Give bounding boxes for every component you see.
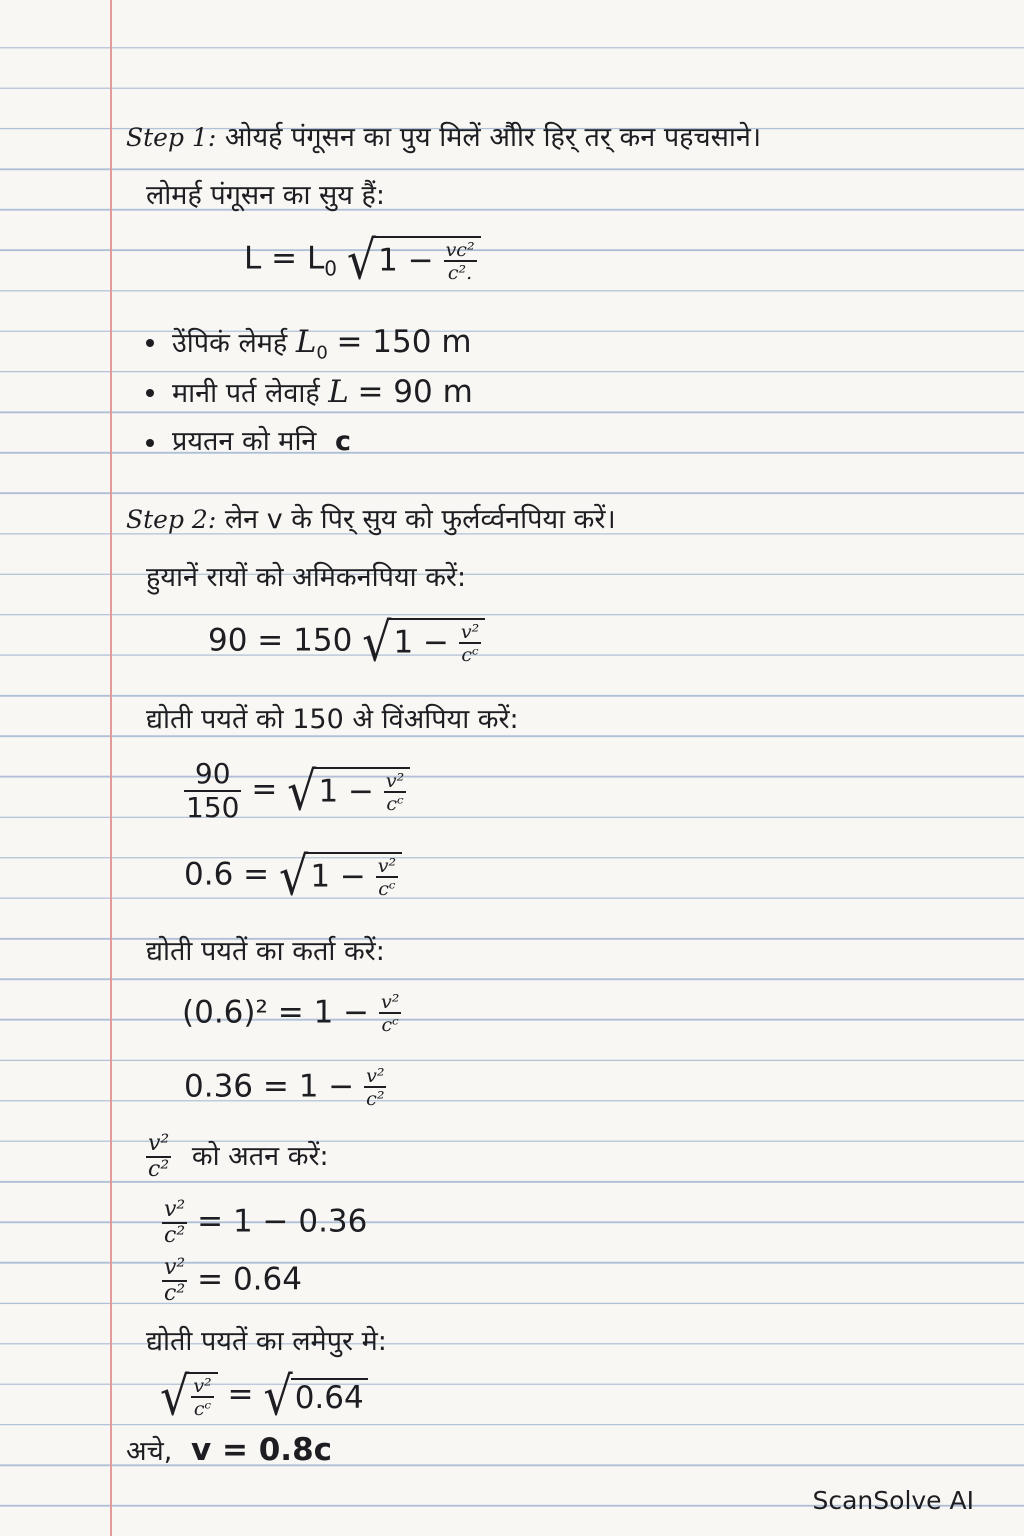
eq2-left-fraction <box>184 758 241 824</box>
step2-heading: लेन v के पिर् सुय को फुर्लर्व्वनपिया करें। <box>224 504 616 535</box>
eq7-den: c² <box>162 1280 187 1306</box>
isolate-text: को अतन करें: <box>191 1140 329 1172</box>
square-instruction: द्योती पयतें का कर्ता करें: <box>146 936 385 967</box>
eq1-num: v² <box>460 621 480 643</box>
bullet-item-2 <box>172 376 473 410</box>
eq2-radicand <box>314 767 410 815</box>
final-equation: v = 0.8c <box>190 1432 333 1468</box>
isolate-fraction <box>146 1132 171 1182</box>
bullet-item-3 <box>172 426 351 458</box>
eq4-lhs: (0.6)² = 1 − <box>182 994 370 1031</box>
final-answer <box>126 1434 332 1468</box>
eq3-sqrt <box>279 844 402 908</box>
formula-num: vc² <box>445 239 475 261</box>
bullet-1-value: = 150 m <box>336 324 472 360</box>
eq6-fraction <box>162 1198 187 1248</box>
eq6-den: c² <box>162 1222 187 1248</box>
eq3-one: 1 − <box>310 858 366 895</box>
equation-8 <box>160 1364 368 1428</box>
eq7-fraction <box>162 1256 187 1306</box>
eq1-fraction <box>459 622 481 666</box>
sqrt-sign: √ <box>287 759 317 823</box>
step2-label: Step 2: <box>126 505 217 534</box>
step1-label: Step 1: <box>126 123 217 152</box>
eq8-num: v² <box>193 1375 212 1397</box>
bullet-3-text: प्रयतन को मनि <box>172 426 317 457</box>
eq8-left-radicand <box>187 1372 217 1420</box>
sqrt-sign: √ <box>263 1364 293 1428</box>
eq4-den: cᶜ <box>379 1012 401 1036</box>
sqrt-sign: √ <box>346 228 377 292</box>
equation-4 <box>182 992 401 1036</box>
eq3-num: v² <box>377 855 397 877</box>
eq2-fden: cᶜ <box>384 791 406 815</box>
eq8-right-sqrt <box>263 1364 367 1428</box>
bullet-1-sub: 0 <box>316 342 328 364</box>
equation-6 <box>162 1198 367 1248</box>
eq8-fraction <box>191 1376 213 1420</box>
margin-line <box>110 0 112 1536</box>
sqrt-sign: √ <box>362 610 392 674</box>
equation-3 <box>184 844 402 908</box>
eq7-num: v² <box>164 1255 186 1280</box>
eq1-den: cᶜ <box>459 642 481 666</box>
eq1-radicand <box>389 618 485 666</box>
bullet-2-var: L <box>328 374 349 410</box>
eq8-left-sqrt <box>160 1364 218 1428</box>
bullet-1-text: उेंपिकं लेमर्ह <box>172 328 288 359</box>
step2-intro: हुयानें रायों को अमिकनपिया करें: <box>146 562 467 593</box>
equation-1 <box>208 610 485 674</box>
bullet-dot-1 <box>146 339 154 347</box>
formula-den: c². <box>444 260 477 284</box>
bullet-1-var: L <box>295 324 317 360</box>
formula-one: 1 − <box>378 242 434 279</box>
step1-heading-line <box>126 122 761 154</box>
step1-heading: ओयर्ह पंगूसन का पुय मिलें औीर हिर् तर् कन पहचसाने। <box>224 122 762 153</box>
eq1-lhs: 90 = 150 <box>208 622 353 659</box>
isolate-num: v² <box>148 1131 170 1156</box>
eq5-fraction <box>364 1066 386 1110</box>
eq5-num: v² <box>366 1065 385 1087</box>
eq2-num: 90 <box>194 757 231 790</box>
bullet-dot-2 <box>146 389 154 397</box>
eq7-rhs: = 0.64 <box>197 1261 302 1298</box>
eq5-den: c² <box>364 1086 386 1110</box>
eq3-radicand <box>306 852 402 900</box>
step2-heading-line <box>126 504 616 536</box>
bullet-item-1 <box>172 326 472 369</box>
isolate-instruction <box>146 1132 329 1182</box>
divide-instruction: द्योती पयतें को 150 अे विंअपिया करें: <box>146 704 519 735</box>
eq4-fraction <box>379 992 401 1036</box>
formula-lhs: L = L <box>244 240 325 277</box>
eq8-den: cᶜ <box>191 1396 213 1420</box>
step1-intro: लोमर्ह पंगूसन का सुय हैं: <box>146 180 385 211</box>
sqrt-sign: √ <box>279 844 309 908</box>
eq2-one: 1 − <box>318 773 375 810</box>
equation-5 <box>184 1066 386 1110</box>
eq3-lhs: 0.6 = <box>184 856 270 893</box>
brand-watermark: ScanSolve AI <box>812 1486 974 1515</box>
eq2-equals: = <box>251 771 278 808</box>
eq1-sqrt <box>362 610 485 674</box>
formula-sqrt <box>346 228 481 292</box>
eq2-sqrt <box>287 759 410 823</box>
eq2-fraction <box>384 771 406 815</box>
bullet-2-text: मानी पर्त लेवार्ह <box>172 378 320 409</box>
eq6-num: v² <box>164 1197 186 1222</box>
bullet-dot-3 <box>146 439 154 447</box>
eq3-fraction <box>376 856 398 900</box>
formula-lorentz <box>244 228 481 292</box>
eq2-den: 150 <box>186 791 240 824</box>
eq6-rhs: = 1 − 0.36 <box>197 1203 368 1240</box>
sqrt-sign: √ <box>160 1364 190 1428</box>
eq2-fnum: v² <box>385 770 405 792</box>
isolate-den: c² <box>146 1156 171 1182</box>
eq3-den: cᶜ <box>376 876 398 900</box>
eq8-rhs: 0.64 <box>291 1378 368 1414</box>
eq5-lhs: 0.36 = 1 − <box>184 1068 355 1105</box>
formula-fraction <box>444 240 477 284</box>
formula-radicand <box>374 236 480 284</box>
equation-7 <box>162 1256 302 1306</box>
bullet-3-value: c <box>335 426 352 457</box>
bullet-2-value: = 90 m <box>357 374 473 410</box>
eq1-one: 1 − <box>393 624 450 661</box>
final-word: अचे, <box>126 1436 173 1467</box>
formula-sub: 0 <box>324 256 337 281</box>
root-instruction: द्योती पयतें का लमेपुर मे: <box>146 1326 387 1357</box>
eq8-equals: = <box>227 1376 254 1413</box>
equation-2 <box>184 758 410 824</box>
eq4-num: v² <box>381 991 400 1013</box>
